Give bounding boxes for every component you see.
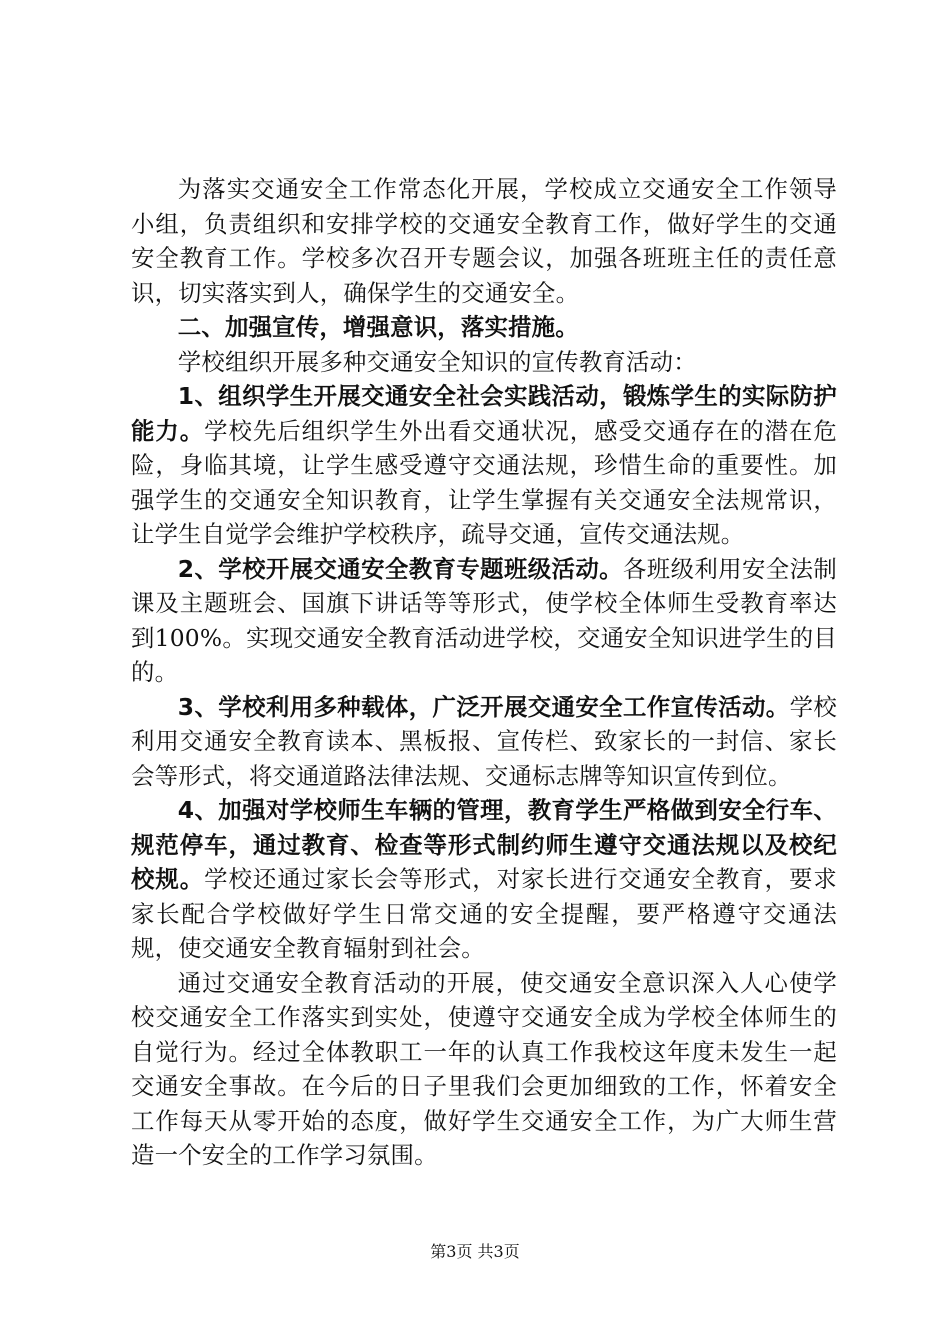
paragraph-text: 为落实交通安全工作常态化开展，学校成立交通安全工作领导小组，负责组织和安排学校的交通安全教育工作，做好学生的交通安全教育工作。学校多次召开专题会议，加强各班班主任的责任意识，切实落实到人，确保学生的交通安全。 (131, 175, 837, 307)
paragraph-item-3 (131, 690, 837, 794)
item-4-body: 学校还通过家长会等形式，对家长进行交通安全教育，要求家长配合学校做好学生日常交通的安全提醒，要严格遵守交通法规，使交通安全教育辐射到社会。 (131, 865, 837, 962)
item-3-body: 学校利用交通安全教育读本、黑板报、宣传栏、致家长的一封信、家长会等形式，将交通道路法律法规、交通标志牌等知识宣传到位。 (131, 692, 837, 790)
paragraph-item-4 (131, 793, 837, 966)
heading-text: 二、加强宣传，增强意识，落实措施。 (177, 313, 579, 341)
page-footer: 第3页 共3页 (430, 1242, 520, 1261)
document-body (131, 172, 837, 1173)
paragraph-intro-activities (131, 345, 837, 380)
item-2-lead: 2、学校开展交通安全教育专题班级活动。 (177, 554, 623, 583)
item-4-lead: 4、加强对学校师生车辆的管理，教育学生严格做到安全行车、规范停车，通过教育、检查等形式制约师生遵守交通法规以及校纪校规。 (131, 796, 837, 893)
item-1-body: 学校先后组织学生外出看交通状况，感受交通存在的潜在危险，身临其境，让学生感受遵守交通法规，珍惜生命的重要性。加强学生的交通安全知识教育，让学生掌握有关交通安全法规常识，让学生自觉学会维护学校秩序，疏导交通，宣传交通法规。 (131, 416, 837, 548)
paragraph-conclusion (131, 966, 837, 1173)
paragraph-leadership (131, 172, 837, 310)
item-1-lead: 1、组织学生开展交通安全社会实践活动，锻炼学生的实际防护能力。 (131, 382, 837, 445)
item-3-lead: 3、学校利用多种载体，广泛开展交通安全工作宣传活动。 (177, 692, 790, 721)
paragraph-item-1 (131, 379, 837, 552)
paragraph-text: 学校组织开展多种交通安全知识的宣传教育活动： (177, 347, 697, 376)
section-heading-2 (131, 310, 837, 345)
item-2-body: 各班级利用安全法制课及主题班会、国旗下讲话等等形式，使学校全体师生受教育率达到100%。实现交通安全教育活动进学校，交通安全知识进学生的目的。 (131, 554, 837, 686)
paragraph-item-2 (131, 552, 837, 690)
paragraph-text: 通过交通安全教育活动的开展，使交通安全意识深入人心使学校交通安全工作落实到实处，使遵守交通安全成为学校全体师生的自觉行为。经过全体教职工一年的认真工作我校这年度未发生一起交通安全事故。在今后的日子里我们会更加细致的工作，怀着安全工作每天从零开始的态度，做好学生交通安全工作，为广大师生营造一个安全的工作学习氛围。 (131, 968, 837, 1169)
